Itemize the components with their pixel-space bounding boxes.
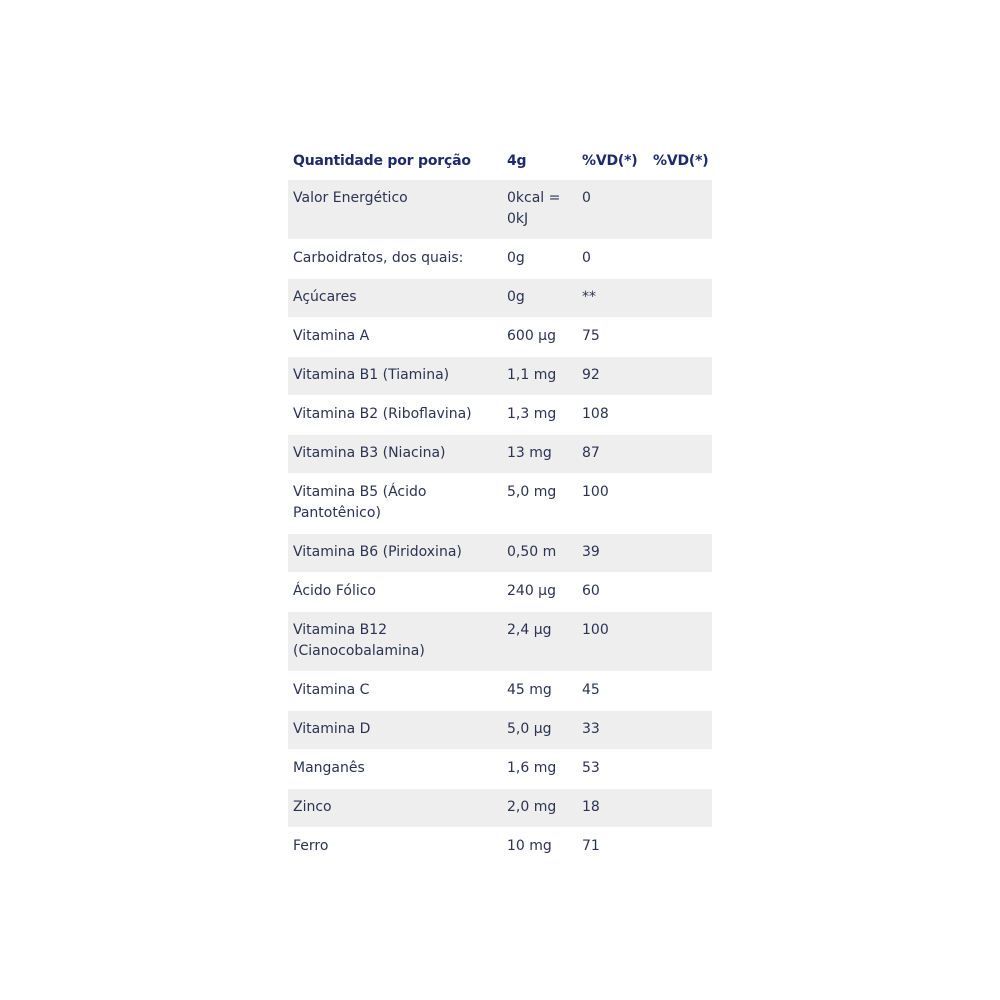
- nutrient-name: Vitamina B1 (Tiamina): [288, 357, 502, 396]
- nutrient-dv-2: [648, 789, 712, 828]
- nutrient-dv-2: [648, 435, 712, 474]
- nutrient-name: Vitamina C: [288, 672, 502, 711]
- nutrient-dv-2: [648, 828, 712, 867]
- nutrient-amount: 13 mg: [502, 435, 577, 474]
- table-row: [288, 240, 712, 279]
- nutrient-dv-2: [648, 240, 712, 279]
- nutrient-amount: 5,0 mg: [502, 474, 577, 534]
- nutrient-amount: 5,0 µg: [502, 711, 577, 750]
- nutrient-name: Zinco: [288, 789, 502, 828]
- nutrient-amount: 0g: [502, 240, 577, 279]
- nutrient-dv: 75: [577, 318, 648, 357]
- nutrient-dv-2: [648, 750, 712, 789]
- nutrient-amount: 600 µg: [502, 318, 577, 357]
- nutrient-dv-2: [648, 318, 712, 357]
- table-row: [288, 672, 712, 711]
- nutrient-dv: 39: [577, 534, 648, 573]
- table-row: [288, 435, 712, 474]
- nutrition-table: [288, 144, 712, 867]
- nutrient-dv: 108: [577, 396, 648, 435]
- table-row: [288, 711, 712, 750]
- table-header-row: [288, 144, 712, 180]
- nutrient-amount: 1,3 mg: [502, 396, 577, 435]
- table-row: [288, 474, 712, 534]
- table-row: [288, 279, 712, 318]
- nutrient-amount: 2,4 µg: [502, 612, 577, 672]
- nutrient-dv: 92: [577, 357, 648, 396]
- nutrient-dv-2: [648, 180, 712, 240]
- nutrient-name: Ferro: [288, 828, 502, 867]
- table-row: [288, 573, 712, 612]
- table-row: [288, 180, 712, 240]
- nutrient-amount: 1,1 mg: [502, 357, 577, 396]
- header-dv-2: %VD(*): [653, 153, 709, 169]
- nutrient-dv-2: [648, 612, 712, 672]
- nutrient-amount: 0g: [502, 279, 577, 318]
- nutrient-dv-2: [648, 573, 712, 612]
- nutrient-dv: 0: [577, 240, 648, 279]
- header-quantity: Quantidade por porção: [293, 153, 471, 169]
- nutrient-dv: 53: [577, 750, 648, 789]
- table-row: [288, 534, 712, 573]
- nutrient-name: Valor Energético: [288, 180, 502, 240]
- nutrient-dv-2: [648, 396, 712, 435]
- nutrient-dv: **: [577, 279, 648, 318]
- table-row: [288, 789, 712, 828]
- nutrient-dv: 0: [577, 180, 648, 240]
- nutrient-dv: 71: [577, 828, 648, 867]
- nutrient-dv-2: [648, 711, 712, 750]
- nutrient-dv: 18: [577, 789, 648, 828]
- table-row: [288, 828, 712, 867]
- nutrient-dv-2: [648, 534, 712, 573]
- nutrient-name: Vitamina B6 (Piridoxina): [288, 534, 502, 573]
- nutrient-name: Vitamina B5 (Ácido Pantotênico): [288, 474, 502, 534]
- nutrient-dv: 60: [577, 573, 648, 612]
- table-row: [288, 750, 712, 789]
- nutrition-table-container: [288, 144, 712, 867]
- header-dv: %VD(*): [582, 153, 638, 169]
- nutrient-dv: 100: [577, 612, 648, 672]
- nutrient-dv-2: [648, 357, 712, 396]
- nutrient-name: Vitamina B2 (Riboflavina): [288, 396, 502, 435]
- table-row: [288, 612, 712, 672]
- header-portion: 4g: [507, 153, 527, 169]
- nutrient-amount: 45 mg: [502, 672, 577, 711]
- nutrient-dv: 100: [577, 474, 648, 534]
- nutrient-name: Vitamina A: [288, 318, 502, 357]
- nutrient-amount: 2,0 mg: [502, 789, 577, 828]
- nutrient-name: Carboidratos, dos quais:: [288, 240, 502, 279]
- nutrient-amount: 1,6 mg: [502, 750, 577, 789]
- nutrient-amount: 0,50 m: [502, 534, 577, 573]
- nutrient-dv-2: [648, 279, 712, 318]
- nutrient-name: Vitamina B12 (Cianocobalamina): [288, 612, 502, 672]
- nutrient-name: Ácido Fólico: [288, 573, 502, 612]
- table-row: [288, 318, 712, 357]
- nutrient-name: Vitamina B3 (Niacina): [288, 435, 502, 474]
- table-row: [288, 357, 712, 396]
- nutrient-dv-2: [648, 474, 712, 534]
- nutrient-name: Manganês: [288, 750, 502, 789]
- nutrient-dv: 87: [577, 435, 648, 474]
- nutrient-amount: 240 µg: [502, 573, 577, 612]
- nutrient-amount: 10 mg: [502, 828, 577, 867]
- table-row: [288, 396, 712, 435]
- nutrient-dv: 33: [577, 711, 648, 750]
- nutrient-amount: 0kcal = 0kJ: [502, 180, 577, 240]
- nutrient-name: Açúcares: [288, 279, 502, 318]
- nutrient-dv-2: [648, 672, 712, 711]
- nutrient-dv: 45: [577, 672, 648, 711]
- nutrient-name: Vitamina D: [288, 711, 502, 750]
